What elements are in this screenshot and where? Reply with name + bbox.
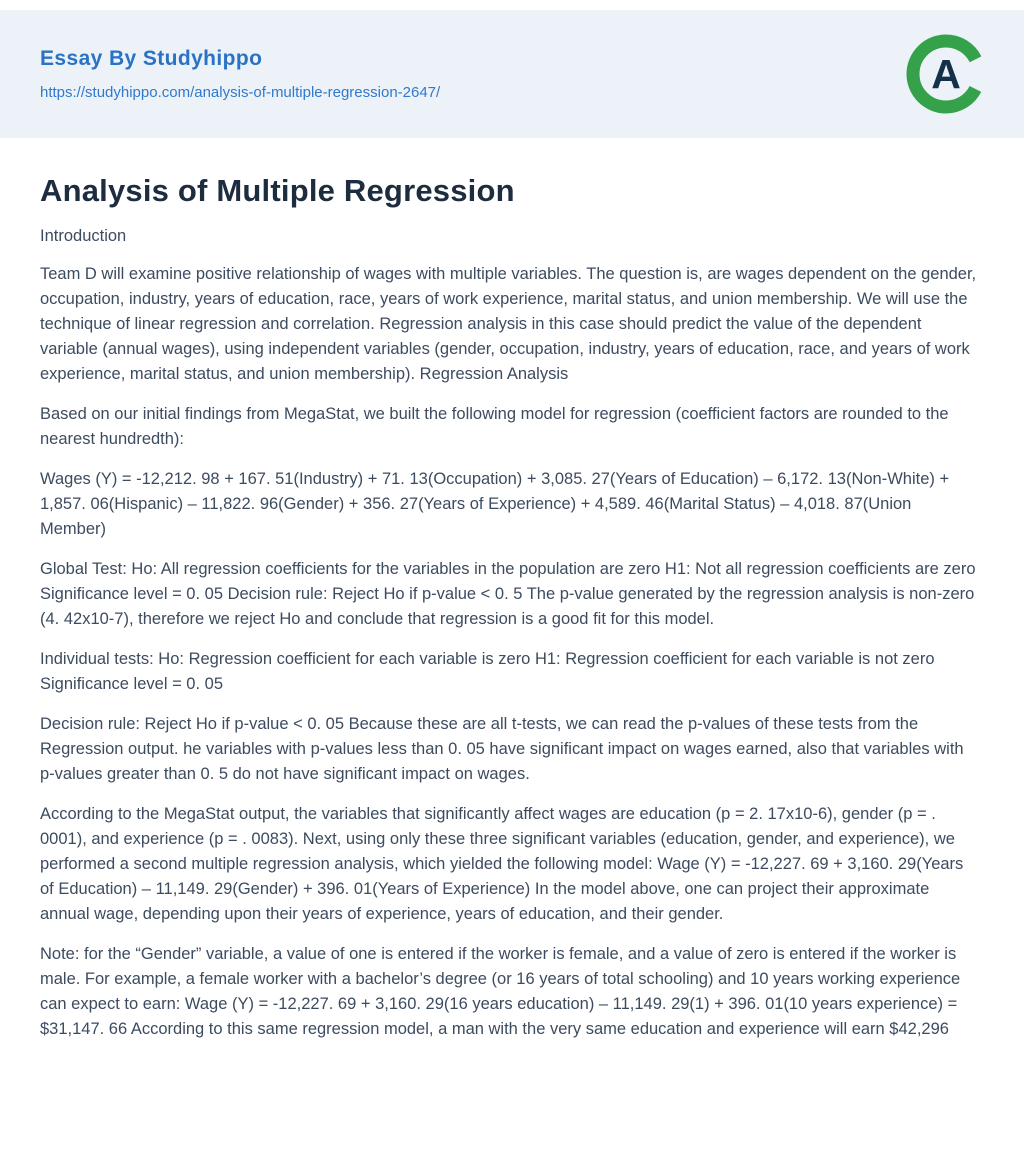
paragraph-2: Based on our initial findings from MegaStat, we built the following model for regression (coefficient factors are rounded to the nearest hundredth):	[40, 405, 949, 448]
paragraph-3: Wages (Y) = -12,212. 98 + 167. 51(Industry) + 71. 13(Occupation) + 3,085. 27(Years of Education) – 6,172. 13(Non-White) + 1,857. 06(Hispanic) – 11,822. 96(Gender) + 356. 27(Years of Experience) + 4,589. 46(Marital Status) – 4,018. 87(Union Member)	[40, 470, 950, 538]
source-url-link[interactable]: https://studyhippo.com/analysis-of-multiple-regression-2647/	[40, 84, 441, 101]
studyhippo-logo-icon	[906, 34, 986, 114]
paragraph-6: Decision rule: Reject Ho if p-value < 0. 05 Because these are all t-tests, we can read the p-values of these tests from the Regression output. he variables with p-values less than 0. 05 have significant impact on wages earned, also that variables with p-values greater than 0. 5 do not have significant impact on wages.	[40, 715, 964, 783]
page	[0, 10, 1024, 1157]
paragraph-1: Team D will examine positive relationship of wages with multiple variables. The question is, are wages dependent on the gender, occupation, industry, years of education, race, years of work experience, marital status, and union membership. We will use the technique of linear regression and correlation. Regression analysis in this case should predict the value of the dependent variable (annual wages), using independent variables (gender, occupation, industry, years of education, race, and years of work experience, marital status, and union membership). Regression Analysis	[40, 265, 977, 383]
intro-label: Introduction	[40, 227, 127, 245]
paragraph-4: Global Test: Ho: All regression coefficients for the variables in the population are zero H1: Not all regression coefficients are zero Significance level = 0. 05 Decision rule: Reject Ho if p-value < 0. 5 The p-value generated by the regression analysis is non-zero (4. 42x10-7), therefore we reject Ho and conclude that regression is a good fit for this model.	[40, 560, 976, 628]
article	[0, 138, 1024, 1097]
header-text-block	[40, 47, 440, 101]
page-title: Analysis of Multiple Regression	[40, 173, 515, 208]
logo-letter: A	[931, 51, 961, 97]
paragraph-7: According to the MegaStat output, the variables that significantly affect wages are education (p = 2. 17x10-6), gender (p = . 0001), and experience (p = . 0083). Next, using only these three significant variables (education, gender, and experience), we performed a second multiple regression analysis, which yielded the following model: Wage (Y) = -12,227. 69 + 3,160. 29(Years of Education) – 11,149. 29(Gender) + 396. 01(Years of Experience) In the model above, one can project their approximate annual wage, depending upon their years of experience, years of education, and their gender.	[40, 805, 964, 923]
paragraph-5: Individual tests: Ho: Regression coefficient for each variable is zero H1: Regression coefficient for each variable is not zero Significance level = 0. 05	[40, 650, 935, 693]
studyhippo-logo	[906, 34, 986, 114]
page-header	[0, 10, 1024, 138]
paragraph-8: Note: for the “Gender” variable, a value of one is entered if the worker is female, and a value of zero is entered if the worker is male. For example, a female worker with a bachelor’s degree (or 16 years of total schooling) and 10 years working experience can expect to earn: Wage (Y) = -12,227. 69 + 3,160. 29(16 years education) – 11,149. 29(1) + 396. 01(10 years experience) = $31,147. 66 According to this same regression model, a man with the very same education and experience will earn $42,296	[40, 945, 961, 1038]
site-title-link[interactable]: Essay By Studyhippo	[40, 47, 263, 70]
